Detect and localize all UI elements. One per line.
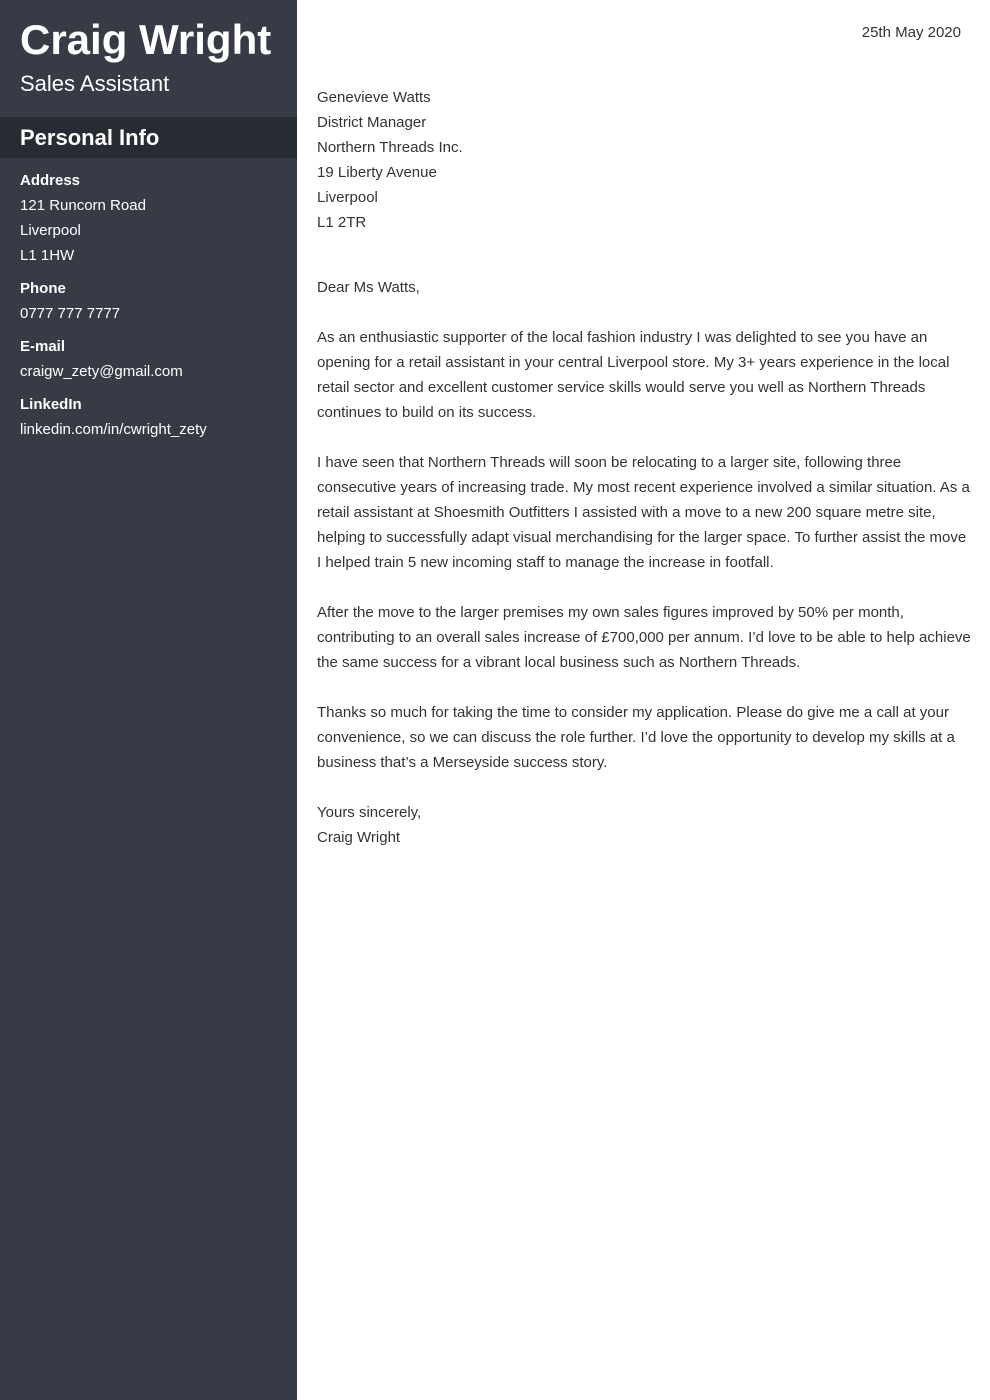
recipient-city: Liverpool [317,189,378,206]
phone-block [20,276,290,326]
recipient-company: Northern Threads Inc. [317,139,463,156]
paragraph-1: As an enthusiastic supporter of the local fashion industry I was delighted to see you have an opening for a retail assistant in your central Liverpool store. My 3+ years experience in the local retail sector and excellent customer service skills would serve you well as Northern Threads continues to build on its success. [317,329,950,421]
phone-label: Phone [20,280,66,297]
paragraph-3: After the move to the larger premises my own sales figures improved by 50% per month, contributing to an overall sales increase of £700,000 per annum. I’d love to be able to help achieve the same success for a vibrant local business such as Northern Threads. [317,604,971,671]
email-value: craigw_zety@gmail.com [20,363,183,380]
closing: Yours sincerely, [317,804,422,821]
salutation: Dear Ms Watts, [317,279,420,296]
paragraph-4: Thanks so much for taking the time to consider my application. Please do give me a call at your convenience, so we can discuss the role further. I’d love the opportunity to develop my skills at a business that’s a Merseyside success story. [317,704,955,771]
personal-info-header [0,117,297,158]
address-label: Address [20,172,81,189]
linkedin-block [20,392,290,442]
phone-value: 0777 777 7777 [20,305,121,322]
letter-paragraphs [317,325,973,850]
recipient-title: District Manager [317,114,427,131]
personal-info [20,168,290,450]
signature: Craig Wright [317,829,401,846]
address-block [20,168,290,268]
recipient-street: 19 Liberty Avenue [317,164,437,181]
job-title: Sales Assistant [20,71,170,96]
section-title: Personal Info [20,125,160,150]
recipient-address [317,85,973,235]
applicant-name: Craig Wright [20,16,272,63]
letter-date: 25th May 2020 [861,24,961,41]
linkedin-label: LinkedIn [20,396,82,413]
recipient-postcode: L1 2TR [317,214,367,231]
sidebar [0,0,297,1400]
address-line-2: Liverpool [20,222,81,239]
paragraph-2: I have seen that Northern Threads will soon be relocating to a larger site, following three consecutive years of increasing trade. My most recent experience involved a similar situation. As a retail assistant at Shoesmith Outfitters I assisted with a move to a new 200 square metre site, helping to successfully adapt visual merchandising for the larger space. To further assist the move I helped train 5 new incoming staff to manage the increase in footfall. [317,454,970,571]
email-block [20,334,290,384]
address-line-3: L1 1HW [20,247,75,264]
address-line-1: 121 Runcorn Road [20,197,146,214]
email-label: E-mail [20,338,66,355]
linkedin-value: linkedin.com/in/cwright_zety [20,421,207,438]
recipient-name: Genevieve Watts [317,89,431,106]
